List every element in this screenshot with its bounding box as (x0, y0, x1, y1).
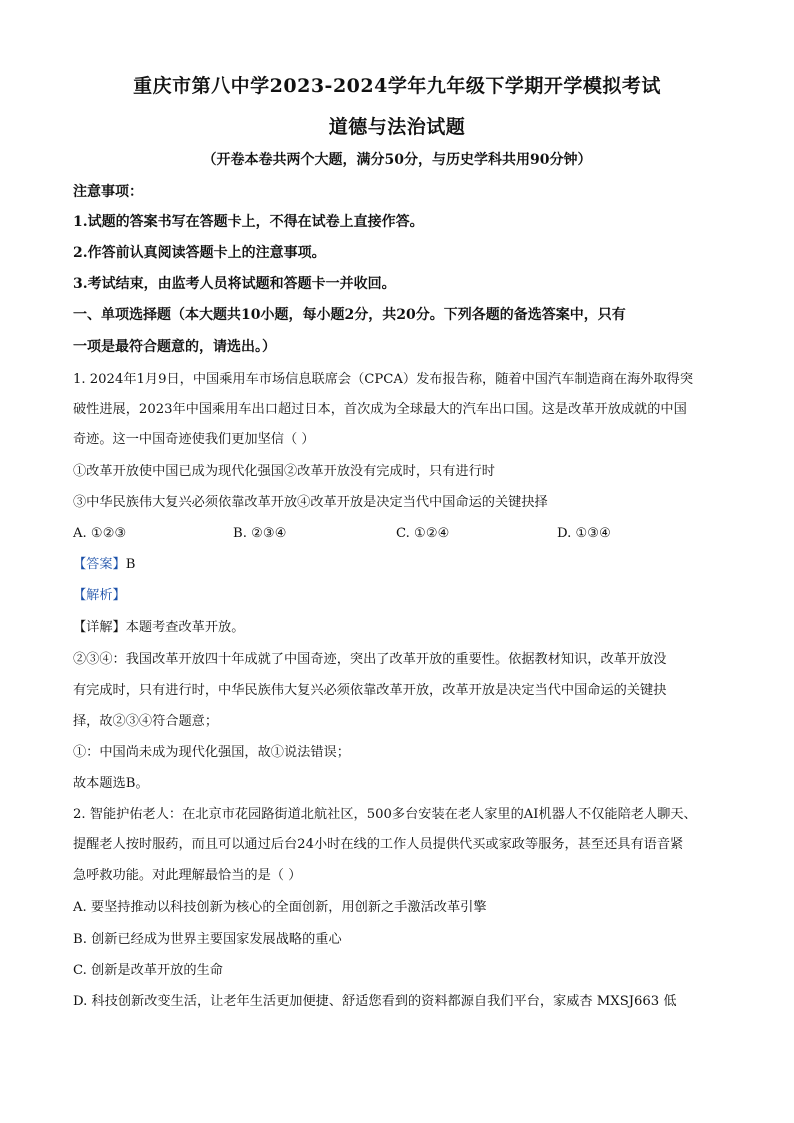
q1-option-a: A. ①②③ (73, 526, 127, 541)
q2-option-d: D. 科技创新改变生活，让老年生活更加便捷、舒适您看到的资料都源自我们平台，家威杏 MXSJ663 低 (73, 994, 677, 1009)
q1-option-b: B. ②③④ (233, 526, 287, 541)
q1-explain-line-3: 择，故②③④符合题意； (73, 714, 219, 729)
q1-answer (73, 555, 723, 575)
subject-title: 道德与法治试题 (328, 116, 466, 138)
notice-item-2: 2.作答前认真阅读答题卡上的注意事项。 (73, 245, 326, 261)
q1-statement-2: ③中华民族伟大复兴必须依靠改革开放④改革开放是决定当代中国命运的关键抉择 (73, 495, 548, 510)
detail-text: 本题考查改革开放。 (125, 620, 245, 635)
q2-stem-line-1: 2. 智能护佑老人：在北京市花园路街道北航社区，500多台安装在老人家里的AI机器人不仅能陪老人聊天、 (73, 807, 697, 822)
exam-note: （开卷本卷共两个大题，满分50分，与历史学科共用90分钟） (202, 152, 592, 168)
q1-explain-line-5: 故本题选B。 (73, 776, 149, 791)
notice-item-3: 3.考试结束，由监考人员将试题和答题卡一并收回。 (73, 276, 396, 292)
section-heading-line-2: 一项是最符合题意的，请选出。） (73, 339, 276, 355)
q1-explain-line-2: 有完成时，只有进行时，中华民族伟大复兴必须依靠改革开放，改革开放是决定当代中国命运的关键抉 (73, 683, 667, 698)
q1-stem-line-1: 1. 2024年1月9日，中国乘用车市场信息联席会（CPCA）发布报告称，随着中国汽车制造商在海外取得突 (73, 372, 694, 387)
q1-option-c: C. ①②④ (396, 526, 450, 541)
q2-option-a: A. 要坚持推动以科技创新为核心的全面创新，用创新之手激活改革引擎 (73, 900, 487, 915)
q1-option-d: D. ①③④ (557, 526, 611, 541)
q1-statement-1: ①改革开放使中国已成为现代化强国②改革开放没有完成时，只有进行时 (73, 464, 495, 479)
answer-tag: 【答案】 (73, 557, 126, 572)
q1-stem-line-2: 破性进展，2023年中国乘用车出口超过日本，首次成为全球最大的汽车出口国。这是改革开放成就的中国 (73, 402, 687, 417)
notice-item-1: 1.试题的答案书写在答题卡上，不得在试卷上直接作答。 (73, 214, 424, 230)
q1-explain-line-4: ①：中国尚未成为现代化强国，故①说法错误； (73, 745, 350, 760)
q2-stem-line-3: 急呼救功能。对此理解最恰当的是（ ） (73, 868, 302, 883)
q2-stem-line-2: 提醒老人按时服药，而且可以通过后台24小时在线的工作人员提供代买或家政等服务，甚至还具有语音紧 (73, 837, 684, 852)
notice-heading: 注意事项： (73, 184, 143, 200)
exam-title: 重庆市第八中学2023-2024学年九年级下学期开学模拟考试 (133, 75, 661, 97)
q1-explain-line-1: ②③④：我国改革开放四十年成就了中国奇迹，突出了改革开放的重要性。依据教材知识，改革开放没 (73, 652, 667, 667)
q2-option-b: B. 创新已经成为世界主要国家发展战略的重心 (73, 932, 342, 947)
q1-analysis-tag (73, 586, 723, 606)
q1-stem-line-3: 奇迹。这一中国奇迹使我们更加坚信（ ） (73, 432, 315, 447)
q1-detail (73, 618, 723, 638)
q2-option-c: C. 创新是改革开放的生命 (73, 963, 223, 978)
section-heading-line-1: 一、单项选择题（本大题共10小题，每小题2分，共20分。下列各题的备选答案中，只有 (73, 307, 626, 323)
detail-tag: 【详解】 (73, 620, 126, 635)
analysis-tag: 【解析】 (73, 588, 126, 603)
answer-value: B (125, 557, 136, 572)
